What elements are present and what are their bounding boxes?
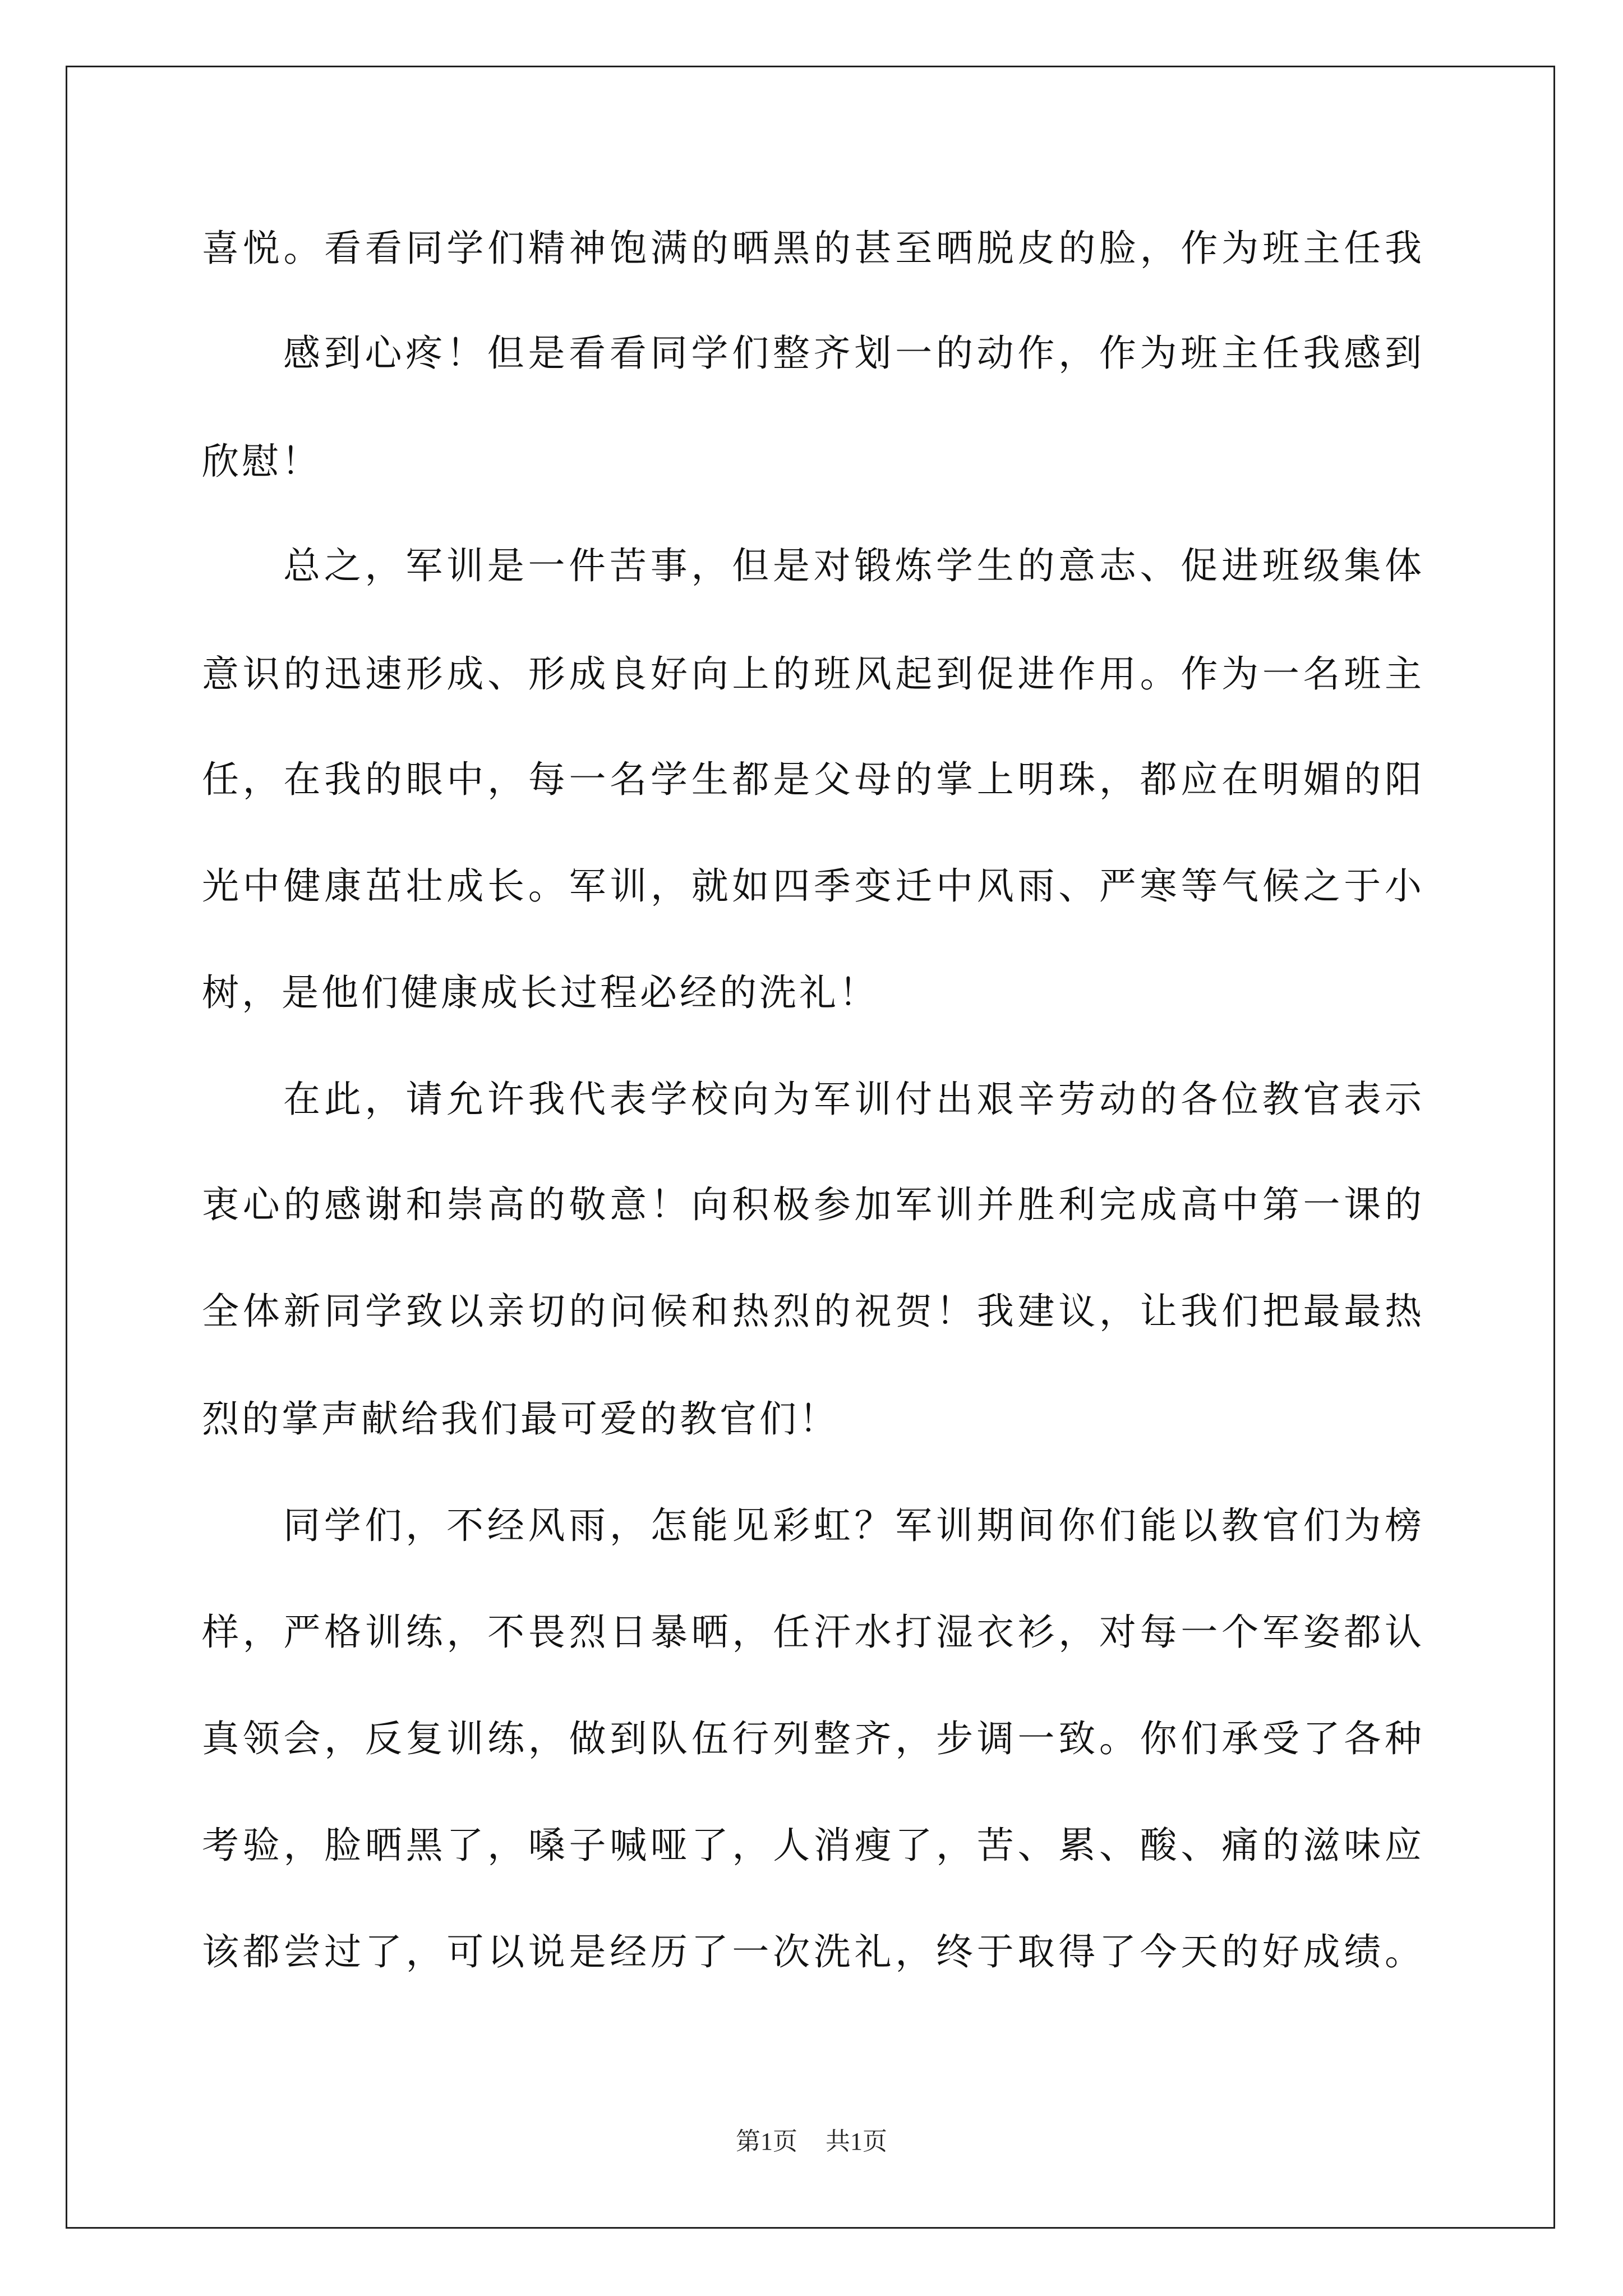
text-line: 任，在我的眼中，每一名学生都是父母的掌上明珠，都应在明媚的阳 [202, 758, 1424, 801]
text-line: 树，是他们健康成长过程必经的洗礼！ [202, 971, 879, 1014]
text-line: 衷心的感谢和崇高的敬意！向积极参加军训并胜利完成高中第一课的 [202, 1183, 1424, 1226]
page-footer [0, 2126, 1623, 2157]
text-line: 在此，请允许我代表学校向为军训付出艰辛劳动的各位教官表示 [283, 1078, 1424, 1121]
text-line: 喜悦。看看同学们精神饱满的晒黑的甚至晒脱皮的脸，作为班主任我 [202, 227, 1424, 270]
text-line: 考验，脸晒黑了，嗓子喊哑了，人消瘦了，苦、累、酸、痛的滋味应 [202, 1824, 1424, 1867]
page-border [66, 66, 1555, 2229]
text-line: 意识的迅速形成、形成良好向上的班风起到促进作用。作为一名班主 [202, 652, 1424, 696]
page-number: 第1页 [736, 2128, 797, 2155]
text-line: 感到心疼！但是看看同学们整齐划一的动作，作为班主任我感到 [283, 332, 1424, 375]
text-line: 全体新同学致以亲切的问候和热烈的祝贺！我建议，让我们把最最热 [202, 1290, 1424, 1333]
text-line: 该都尝过了，可以说是经历了一次洗礼，终于取得了今天的好成绩。 [202, 1930, 1424, 1973]
text-line: 烈的掌声献给我们最可爱的教官们！ [202, 1397, 839, 1441]
page-total: 共1页 [826, 2128, 887, 2155]
text-line: 欣慰！ [202, 440, 321, 483]
text-line: 光中健康茁壮成长。军训，就如四季变迁中风雨、严寒等气候之于小 [202, 864, 1424, 908]
text-line: 样，严格训练，不畏烈日暴晒，任汗水打湿衣衫，对每一个军姿都认 [202, 1611, 1424, 1654]
text-line: 总之，军训是一件苦事，但是对锻炼学生的意志、促进班级集体 [283, 544, 1424, 587]
text-line: 真领会，反复训练，做到队伍行列整齐，步调一致。你们承受了各种 [202, 1717, 1424, 1760]
text-line: 同学们，不经风雨，怎能见彩虹？军训期间你们能以教官们为榜 [283, 1504, 1424, 1547]
